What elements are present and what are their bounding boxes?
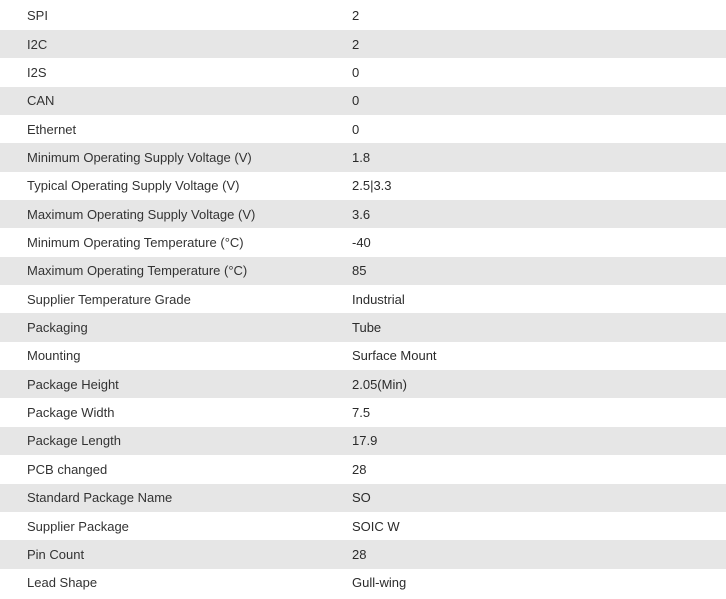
spec-row-temperature-grade [0, 285, 726, 313]
spec-row-package-width [0, 398, 726, 426]
spec-value: 0 [352, 93, 360, 109]
spec-row-min-supply-voltage [0, 143, 726, 171]
spec-value: 17.9 [352, 433, 378, 449]
spec-value: Gull-wing [352, 575, 407, 591]
spec-value: 28 [352, 461, 367, 477]
spec-row-pin-count [0, 540, 726, 568]
spec-value: 3.6 [352, 206, 371, 222]
spec-row-pcb-changed [0, 455, 726, 483]
spec-label: CAN [27, 93, 55, 109]
spec-row-lead-shape [0, 569, 726, 597]
spec-label: Maximum Operating Temperature (°C) [27, 263, 248, 279]
spec-row-i2c [0, 30, 726, 58]
spec-value: 85 [352, 263, 367, 279]
spec-row-package-height [0, 370, 726, 398]
spec-value: 2.5|3.3 [352, 178, 392, 194]
spec-row-spi [0, 0, 726, 30]
spec-row-min-temperature [0, 228, 726, 256]
spec-value: 2.05(Min) [352, 376, 407, 392]
spec-row-std-package-name [0, 484, 726, 512]
spec-label: Standard Package Name [27, 490, 173, 506]
spec-label: Mounting [27, 348, 81, 364]
spec-label: Supplier Temperature Grade [27, 291, 191, 307]
spec-label: Package Width [27, 405, 115, 421]
spec-value: 28 [352, 546, 367, 562]
spec-row-packaging [0, 313, 726, 341]
spec-label: I2C [27, 36, 48, 52]
spec-value: SO [352, 490, 371, 506]
spec-value: 0 [352, 65, 360, 81]
spec-value: 1.8 [352, 150, 371, 166]
spec-value: Industrial [352, 291, 405, 307]
spec-label: Lead Shape [27, 575, 98, 591]
spec-value: 2 [352, 7, 360, 23]
spec-value: Surface Mount [352, 348, 437, 364]
spec-label: Maximum Operating Supply Voltage (V) [27, 206, 256, 222]
spec-value: -40 [352, 235, 371, 251]
spec-label: Pin Count [27, 546, 85, 562]
spec-row-mounting [0, 342, 726, 370]
spec-row-typ-supply-voltage [0, 172, 726, 200]
spec-value: 0 [352, 121, 360, 137]
spec-label: Package Height [27, 376, 119, 392]
spec-label: Minimum Operating Supply Voltage (V) [27, 150, 252, 166]
spec-row-max-temperature [0, 257, 726, 285]
spec-label: I2S [27, 65, 47, 81]
spec-row-ethernet [0, 115, 726, 143]
spec-label: Typical Operating Supply Voltage (V) [27, 178, 240, 194]
spec-label: PCB changed [27, 461, 108, 477]
spec-label: Packaging [27, 320, 88, 336]
spec-row-i2s [0, 58, 726, 86]
spec-value: SOIC W [352, 518, 400, 534]
spec-label: Ethernet [27, 121, 77, 137]
spec-value: Tube [352, 320, 382, 336]
spec-label: Package Length [27, 433, 121, 449]
spec-label: Supplier Package [27, 518, 129, 534]
spec-label: SPI [27, 7, 48, 23]
spec-row-can [0, 87, 726, 115]
spec-row-max-supply-voltage [0, 200, 726, 228]
spec-row-supplier-package [0, 512, 726, 540]
spec-value: 2 [352, 36, 360, 52]
spec-value: 7.5 [352, 405, 371, 421]
spec-label: Minimum Operating Temperature (°C) [27, 235, 244, 251]
spec-row-package-length [0, 427, 726, 455]
